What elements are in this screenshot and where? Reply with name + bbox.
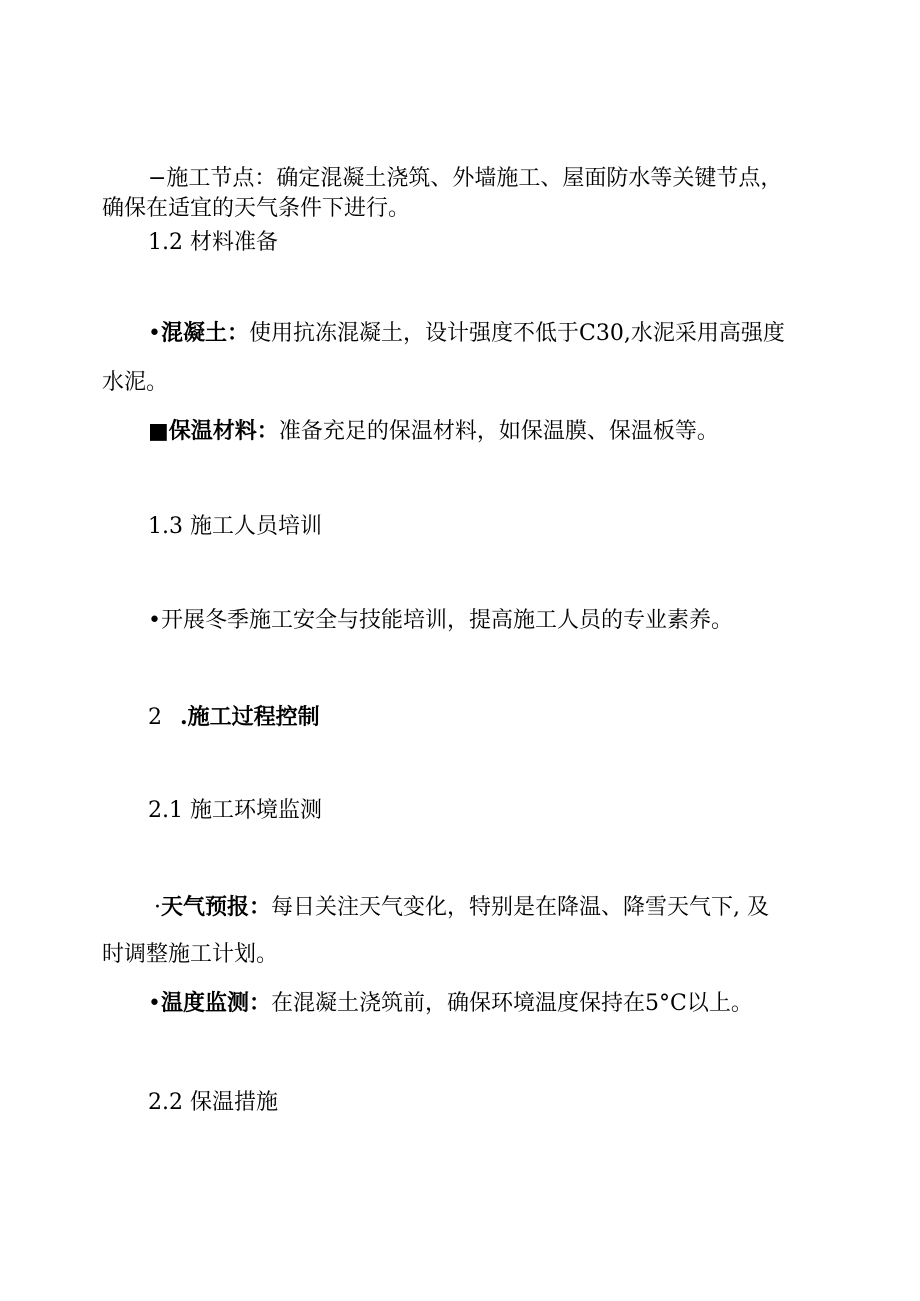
bullet: ■ <box>148 419 169 444</box>
heading-2-2: 2.2 保温措施 <box>148 1090 278 1115</box>
item-label: 天气预报： <box>161 894 272 920</box>
item-text: 开展冬季施工安全与技能培训，提高施工人员的专业素养。 <box>160 608 733 633</box>
item-text: 在混凝土浇筑前，确保环境温度保持在5°C以上。 <box>271 991 753 1016</box>
item-text: 每日关注天气变化，特别是在降温、降雪天气下, 及 <box>271 895 770 920</box>
item-label: 混凝土： <box>160 320 249 346</box>
list-item-training <box>148 610 733 632</box>
list-item-weather-line1 <box>154 896 769 919</box>
item-text: 使用抗冻混凝土，设计强度不低于C30,水泥采用高强度 <box>249 321 785 346</box>
paragraph-construction-nodes-line2: 确保在适宜的天气条件下进行。 <box>102 196 411 221</box>
item-label: 温度监测： <box>160 990 271 1016</box>
bullet: • <box>148 608 161 633</box>
heading-number: 2 <box>148 705 162 730</box>
list-item-insulation <box>148 420 719 443</box>
heading-title: .施工过程控制 <box>180 704 320 730</box>
item-label: 保温材料： <box>168 418 279 444</box>
heading-2-1: 2.1 施工环境监测 <box>148 798 322 823</box>
heading-1-2: 1.2 材料准备 <box>148 230 278 255</box>
bullet: • <box>148 991 161 1016</box>
paragraph-construction-nodes-line1: −施工节点：确定混凝土浇筑、外墙施工、屋面防水等关键节点， <box>148 166 783 191</box>
list-item-concrete-line1 <box>148 322 785 345</box>
heading-2 <box>148 706 320 729</box>
bullet: • <box>148 321 161 346</box>
heading-1-3: 1.3 施工人员培训 <box>148 514 322 539</box>
list-item-concrete-line2: 水泥。 <box>102 370 169 395</box>
list-item-temperature <box>148 992 753 1015</box>
list-item-weather-line2: 时调整施工计划。 <box>102 942 279 967</box>
item-text: 准备充足的保温材料，如保温膜、保温板等。 <box>278 419 719 444</box>
bullet: · <box>154 895 161 920</box>
